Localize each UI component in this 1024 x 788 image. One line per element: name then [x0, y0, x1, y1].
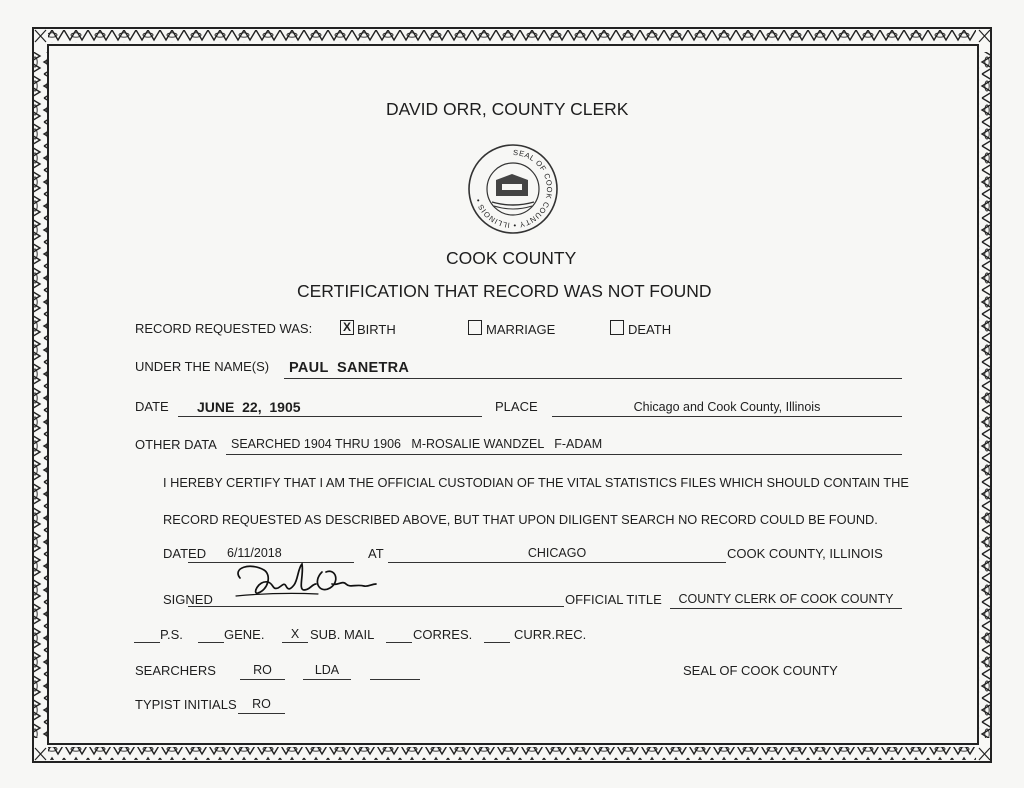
certificate-title: CERTIFICATION THAT RECORD WAS NOT FOUND: [297, 281, 712, 301]
birth-checkbox[interactable]: X: [340, 320, 354, 335]
certify-line-1: I HEREBY CERTIFY THAT I AM THE OFFICIAL CUSTODIAN OF THE VITAL STATISTICS FILES WHICH SHOULD CONTAIN THE: [163, 475, 909, 490]
dated-suffix: COOK COUNTY, ILLINOIS: [727, 546, 883, 561]
dated-value: 6/11/2018: [227, 546, 282, 560]
curr-rec-label: CURR.REC.: [514, 627, 587, 642]
seal-caption: SEAL OF COOK COUNTY: [683, 663, 838, 678]
record-requested-label: RECORD REQUESTED WAS:: [135, 321, 313, 336]
searchers-label: SEARCHERS: [135, 663, 216, 678]
county-seal-emblem: [466, 142, 560, 236]
signed-label: SIGNED: [163, 592, 213, 607]
corres-label: CORRES.: [413, 627, 473, 642]
dated-label: DATED: [163, 546, 207, 561]
other-data-value: SEARCHED 1904 THRU 1906 M-ROSALIE WANDZEL F-ADAM: [231, 437, 603, 451]
date-label: DATE: [135, 399, 169, 414]
official-title-value: COUNTY CLERK OF COOK COUNTY: [678, 592, 894, 606]
ps-label: P.S.: [160, 627, 183, 642]
gene-label: GENE.: [224, 627, 265, 642]
date-value: JUNE 22, 1905: [197, 399, 301, 415]
other-data-label: OTHER DATA: [135, 437, 217, 452]
dated-city: CHICAGO: [527, 546, 587, 560]
searcher-1: RO: [253, 663, 272, 677]
birth-label: BIRTH: [357, 322, 396, 337]
clerk-name: DAVID ORR, COUNTY CLERK: [386, 99, 629, 119]
signature: [228, 560, 378, 606]
sub-mail-mark: X: [290, 627, 300, 641]
certify-line-2: RECORD REQUESTED AS DESCRIBED ABOVE, BUT THAT UPON DILIGENT SEARCH NO RECORD COULD BE FOUND.: [163, 512, 878, 527]
death-checkbox[interactable]: [610, 320, 624, 335]
sub-mail-label: SUB. MAIL: [310, 627, 375, 642]
searcher-2: LDA: [314, 663, 340, 677]
name-label: UNDER THE NAME(S): [135, 359, 270, 374]
place-label: PLACE: [495, 399, 538, 414]
seal-text: SEAL OF COOK COUNTY • ILLINOIS •: [473, 147, 555, 231]
place-value: Chicago and Cook County, Illinois: [633, 400, 821, 414]
marriage-checkbox[interactable]: [468, 320, 482, 335]
county-heading: COOK COUNTY: [446, 248, 577, 268]
name-value: PAUL SANETRA: [289, 360, 410, 376]
typist-label: TYPIST INITIALS: [135, 697, 237, 712]
at-label: AT: [368, 546, 384, 561]
marriage-label: MARRIAGE: [486, 322, 556, 337]
death-label: DEATH: [628, 322, 672, 337]
official-title-label: OFFICIAL TITLE: [565, 592, 662, 607]
typist-value: RO: [252, 697, 271, 711]
